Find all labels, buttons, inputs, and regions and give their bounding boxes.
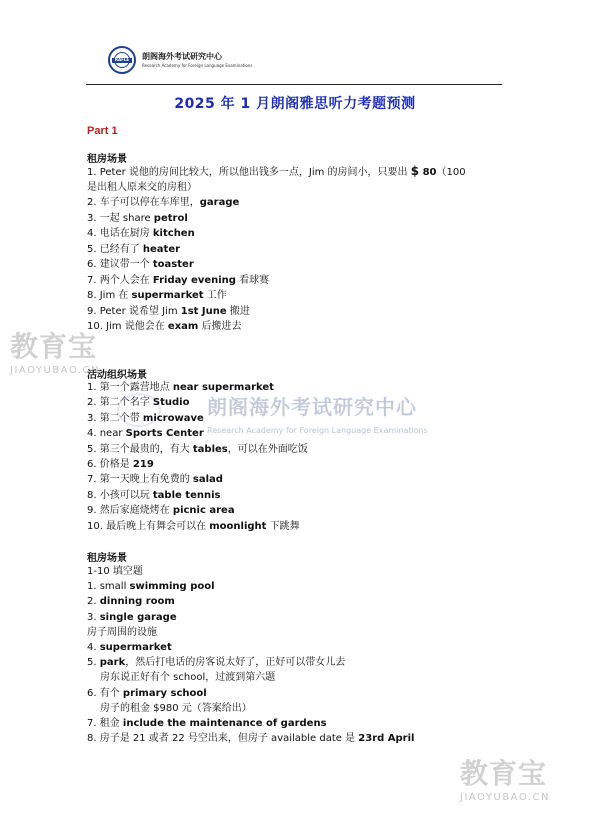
item-text: 搬进 bbox=[226, 305, 250, 317]
item-text: 1. 第一个露营地点 bbox=[87, 382, 173, 393]
watermark-text-cn: 朗阁海外考试研究中心 bbox=[207, 395, 417, 419]
answer-keyword: swimming pool bbox=[129, 581, 215, 593]
item-text: 4. 电话在厨房 bbox=[87, 228, 153, 239]
watermark-text-en: Research Academy for Foreign Language Examinations bbox=[207, 426, 428, 435]
answer-keyword: toaster bbox=[152, 259, 194, 270]
item-text: 3. bbox=[87, 611, 100, 623]
answer-keyword: near supermarket bbox=[172, 382, 274, 393]
answer-keyword: exam bbox=[167, 321, 199, 332]
list-item bbox=[87, 626, 157, 639]
section-heading: 租房场景 bbox=[87, 154, 127, 165]
item-text: 6. 建议带一个 bbox=[87, 259, 153, 270]
item-text: 4. bbox=[87, 642, 100, 653]
list-item bbox=[87, 320, 242, 333]
list-item bbox=[100, 702, 252, 715]
section-heading: 活动组织场景 bbox=[87, 370, 147, 381]
answer-keyword: heater bbox=[142, 243, 181, 255]
answer-keyword: 23rd April bbox=[358, 733, 415, 745]
item-text: 房子周围的设施 bbox=[87, 626, 157, 638]
list-item bbox=[87, 595, 175, 608]
item-text: 下跳舞 bbox=[266, 520, 300, 532]
item-text: 1. Peter 说他的房间比较大，所以他出钱多一点，Jim 的房间小，只要出 bbox=[87, 167, 411, 178]
answer-keyword: park bbox=[99, 657, 126, 669]
watermark-logo: 教育宝 bbox=[460, 757, 548, 790]
item-text: 5. 第三个最贵的，有大 bbox=[87, 443, 193, 455]
item-text: 2. 第二个名字 bbox=[87, 397, 153, 409]
answer-keyword: Sports Center bbox=[125, 428, 204, 440]
item-text: 1-10 填空题 bbox=[87, 566, 143, 577]
answer-keyword: garage bbox=[199, 197, 240, 208]
item-text: 9. Peter 说希望 Jim bbox=[87, 305, 181, 317]
item-text: 10. 最后晚上有舞会可以在 bbox=[87, 520, 210, 532]
list-item bbox=[100, 671, 275, 684]
list-item bbox=[87, 258, 194, 271]
item-text: 3. 一起 share bbox=[87, 212, 154, 224]
answer-keyword: microwave bbox=[142, 412, 204, 424]
answer-keyword: supermarket bbox=[131, 290, 204, 301]
list-item bbox=[87, 196, 239, 209]
item-text: 5. bbox=[87, 657, 100, 669]
list-item bbox=[87, 212, 188, 225]
list-item bbox=[87, 520, 300, 533]
logo-text: RAFLE bbox=[114, 57, 130, 62]
answer-keyword: moonlight bbox=[209, 520, 267, 532]
answer-keyword: 219 bbox=[132, 459, 154, 470]
item-text: 房子的租金 $980 元（答案给出） bbox=[100, 702, 252, 714]
item-text: 2. 车子可以停在车库里， bbox=[87, 197, 200, 208]
item-text: 8. Jim 在 bbox=[87, 290, 132, 301]
list-item bbox=[87, 687, 207, 700]
answer-keyword: salad bbox=[192, 474, 223, 486]
list-item bbox=[87, 611, 177, 624]
answer-keyword: Studio bbox=[152, 397, 190, 409]
item-text: 6. 价格是 bbox=[87, 459, 133, 470]
answer-keyword: 1st June bbox=[180, 305, 227, 317]
list-item bbox=[87, 580, 215, 593]
item-text: （100 bbox=[436, 167, 466, 178]
list-item bbox=[87, 458, 154, 471]
item-text: 9. 然后家庭烧烤在 bbox=[87, 505, 173, 517]
list-item bbox=[87, 443, 308, 456]
item-text: 7. 租金 bbox=[87, 718, 123, 729]
answer-keyword: table tennis bbox=[152, 489, 221, 501]
item-text: 1. small bbox=[87, 581, 130, 593]
answer-keyword: picnic area bbox=[172, 505, 235, 517]
answer-keyword: supermarket bbox=[99, 642, 172, 653]
part-label: Part 1 bbox=[87, 125, 118, 137]
watermark-logo: 教育宝 bbox=[10, 330, 98, 363]
item-text: 7. 第一天晚上有免费的 bbox=[87, 474, 193, 486]
item-text: 5. 已经有了 bbox=[87, 243, 143, 255]
answer-keyword: tables bbox=[192, 443, 228, 455]
answer-keyword: 80 bbox=[419, 167, 437, 178]
list-item bbox=[87, 289, 227, 302]
list-item bbox=[87, 227, 195, 240]
header-divider bbox=[86, 84, 502, 85]
answer-keyword: kitchen bbox=[152, 228, 195, 239]
item-text: 7. 两个人会在 bbox=[87, 274, 153, 286]
org-logo bbox=[108, 46, 136, 74]
item-text: $ bbox=[410, 164, 420, 178]
answer-keyword: primary school bbox=[122, 687, 207, 699]
document-title: 2025 年 1 月朗阁雅思听力考题预测 bbox=[174, 96, 416, 112]
org-name-cn: 朗阁海外考试研究中心 bbox=[142, 52, 222, 61]
list-item bbox=[87, 181, 197, 194]
item-text: 4. near bbox=[87, 428, 126, 440]
center-watermark bbox=[87, 383, 467, 443]
item-text: 8. 房子是 21 或者 22 号空出来，但房子 available date 是 bbox=[87, 733, 359, 745]
list-item bbox=[87, 274, 269, 287]
watermark-emblem bbox=[117, 393, 161, 427]
item-text: 6. 有个 bbox=[87, 687, 123, 699]
list-item bbox=[87, 641, 172, 654]
list-item bbox=[87, 565, 143, 578]
list-item bbox=[87, 489, 220, 502]
item-text: 8. 小孩可以玩 bbox=[87, 489, 153, 501]
list-item bbox=[87, 165, 466, 179]
answer-keyword: single garage bbox=[99, 611, 177, 623]
org-name-en: Research Academy for Foreign Language Examinations bbox=[142, 63, 253, 68]
list-item bbox=[87, 305, 250, 318]
corner-watermark-top bbox=[10, 325, 100, 376]
item-text: 看球赛 bbox=[235, 274, 270, 286]
answer-keyword: include the maintenance of gardens bbox=[122, 718, 327, 729]
list-item bbox=[87, 656, 345, 669]
answer-keyword: Friday evening bbox=[152, 274, 236, 286]
item-text: 房东说正好有个 school，过渡到第六题 bbox=[100, 672, 276, 684]
answer-keyword: dinning room bbox=[99, 596, 175, 608]
corner-watermark-bottom bbox=[460, 752, 550, 803]
item-text: ，然后打电话的房客说太好了，正好可以带女儿去 bbox=[125, 657, 346, 669]
watermark-url: JIAOYUBAO.CN bbox=[10, 365, 100, 376]
list-item bbox=[87, 717, 327, 730]
section-heading: 租房场景 bbox=[87, 553, 127, 564]
list-item bbox=[87, 732, 414, 745]
item-text: 工作 bbox=[203, 290, 227, 301]
item-text: 后搬进去 bbox=[198, 321, 242, 332]
watermark-url: JIAOYUBAO.CN bbox=[460, 792, 550, 803]
item-text: 2. bbox=[87, 596, 100, 608]
item-text: ，可以在外面吃饭 bbox=[227, 443, 308, 455]
list-item bbox=[87, 243, 180, 256]
list-item bbox=[87, 473, 223, 486]
item-text: 10. Jim 说他会在 bbox=[87, 321, 168, 332]
list-item bbox=[87, 504, 235, 517]
item-text: 3. 第二个带 bbox=[87, 412, 143, 424]
answer-keyword: petrol bbox=[153, 212, 188, 224]
item-text: 是出租人原来交的房租） bbox=[87, 181, 197, 193]
